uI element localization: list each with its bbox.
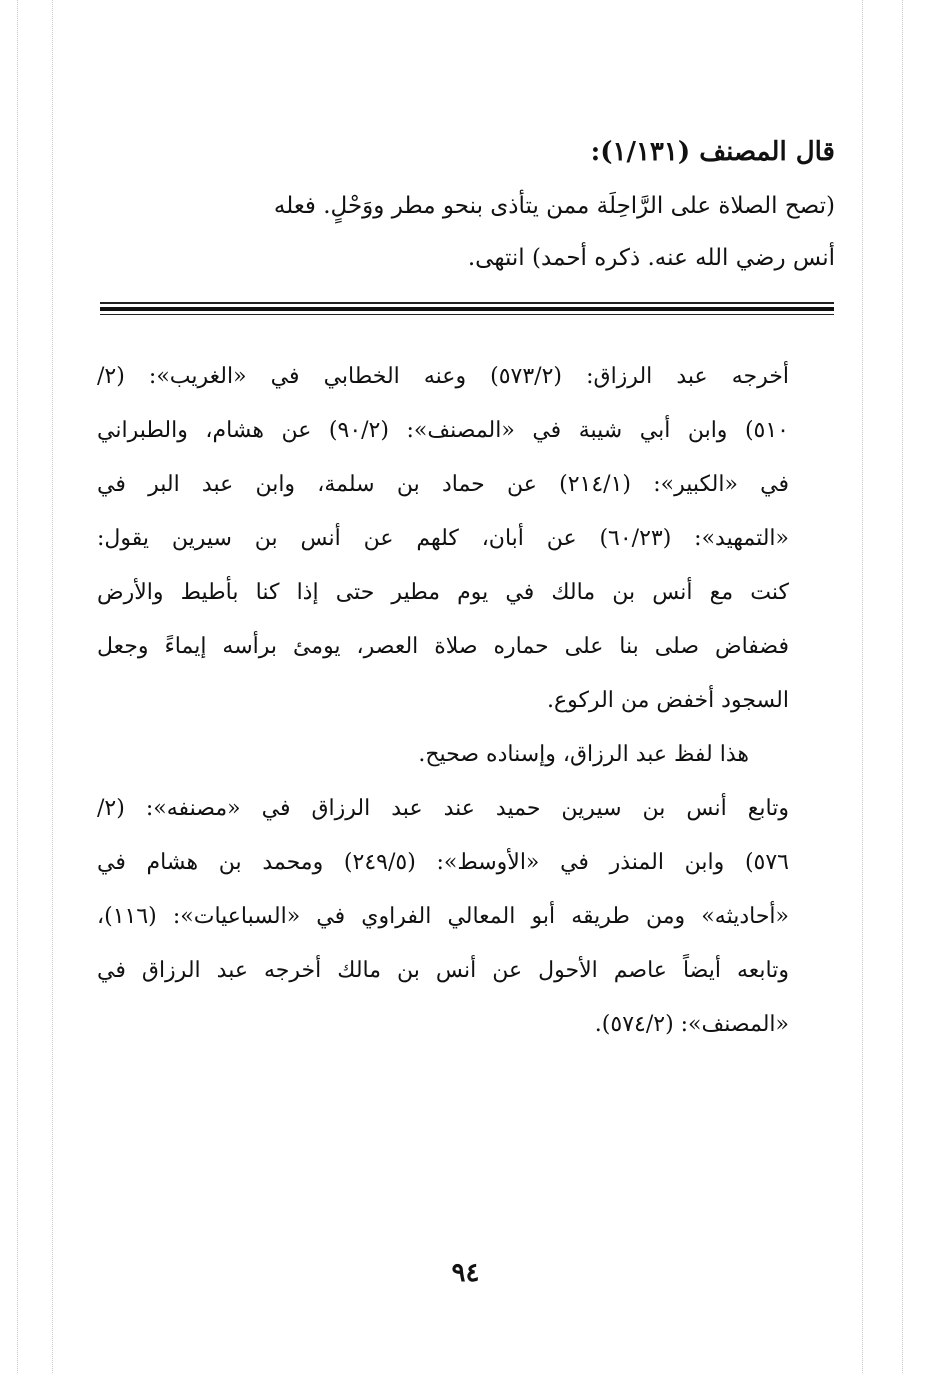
scan-guide-line	[17, 0, 18, 1373]
text-line: السجود أخفض من الركوع.	[546, 688, 789, 713]
text-line: وتابعه أيضاً عاصم الأحول عن أنس بن مالك أخرجه عبد الرزاق في	[97, 958, 789, 983]
text-line: فضفاض صلى بنا على حماره صلاة العصر، يومئ برأسه إيماءً وجعل	[97, 634, 789, 659]
text-line: أخرجه عبد الرزاق: (٥٧٣/٢) وعنه الخطابي في «الغريب»: (٢/	[97, 364, 789, 389]
quoted-text	[115, 180, 835, 284]
section-divider	[100, 302, 834, 315]
text-line: في «الكبير»: (٢١٤/١) عن حماد بن سلمة، وابن عبد البر في	[97, 472, 790, 497]
paragraph-mutaba	[97, 782, 789, 1052]
scan-guide-line	[902, 0, 903, 1373]
text-line: ٥٧٦) وابن المنذر في «الأوسط»: (٢٤٩/٥) ومحمد بن هشام في	[97, 850, 789, 875]
divider-rule	[100, 307, 834, 311]
quote-line: (تصح الصلاة على الرَّاحِلَة ممن يتأذى بنحو مطر ووَحْلٍ. فعله	[273, 193, 835, 219]
text-line: «التمهيد»: (٦٠/٢٣) عن أبان، كلهم عن أنس بن سيرين يقول:	[97, 526, 789, 551]
section-heading: قال المصنف (١/١٣١):	[590, 137, 835, 167]
text-line: «المصنف»: (٥٧٤/٢).	[594, 1012, 789, 1037]
scan-guide-line	[52, 0, 53, 1373]
paragraph-grading	[97, 728, 789, 782]
quote-line: أنس رضي الله عنه. ذكره أحمد) انتهى.	[467, 245, 835, 271]
paragraph-takhrij	[97, 350, 789, 728]
text-line: وتابع أنس بن سيرين حميد عند عبد الرزاق في «مصنفه»: (٢/	[97, 796, 789, 821]
divider-rule	[100, 302, 834, 304]
text-line: «أحاديثه» ومن طريقه أبو المعالي الفراوي في «السباعيات»: (١١٦)،	[97, 904, 789, 929]
text-line: كنت مع أنس بن مالك في يوم مطير حتى إذا كنا بأطيط والأرض	[97, 580, 789, 605]
divider-rule	[100, 314, 834, 315]
commentary-body	[97, 350, 789, 1052]
scan-guide-line	[862, 0, 863, 1373]
text-line: هذا لفظ عبد الرزاق، وإسناده صحيح.	[418, 742, 749, 767]
page-number: ٩٤	[451, 1258, 480, 1288]
text-line: ٥١٠) وابن أبي شيبة في «المصنف»: (٩٠/٢) عن هشام، والطبراني	[97, 418, 789, 443]
